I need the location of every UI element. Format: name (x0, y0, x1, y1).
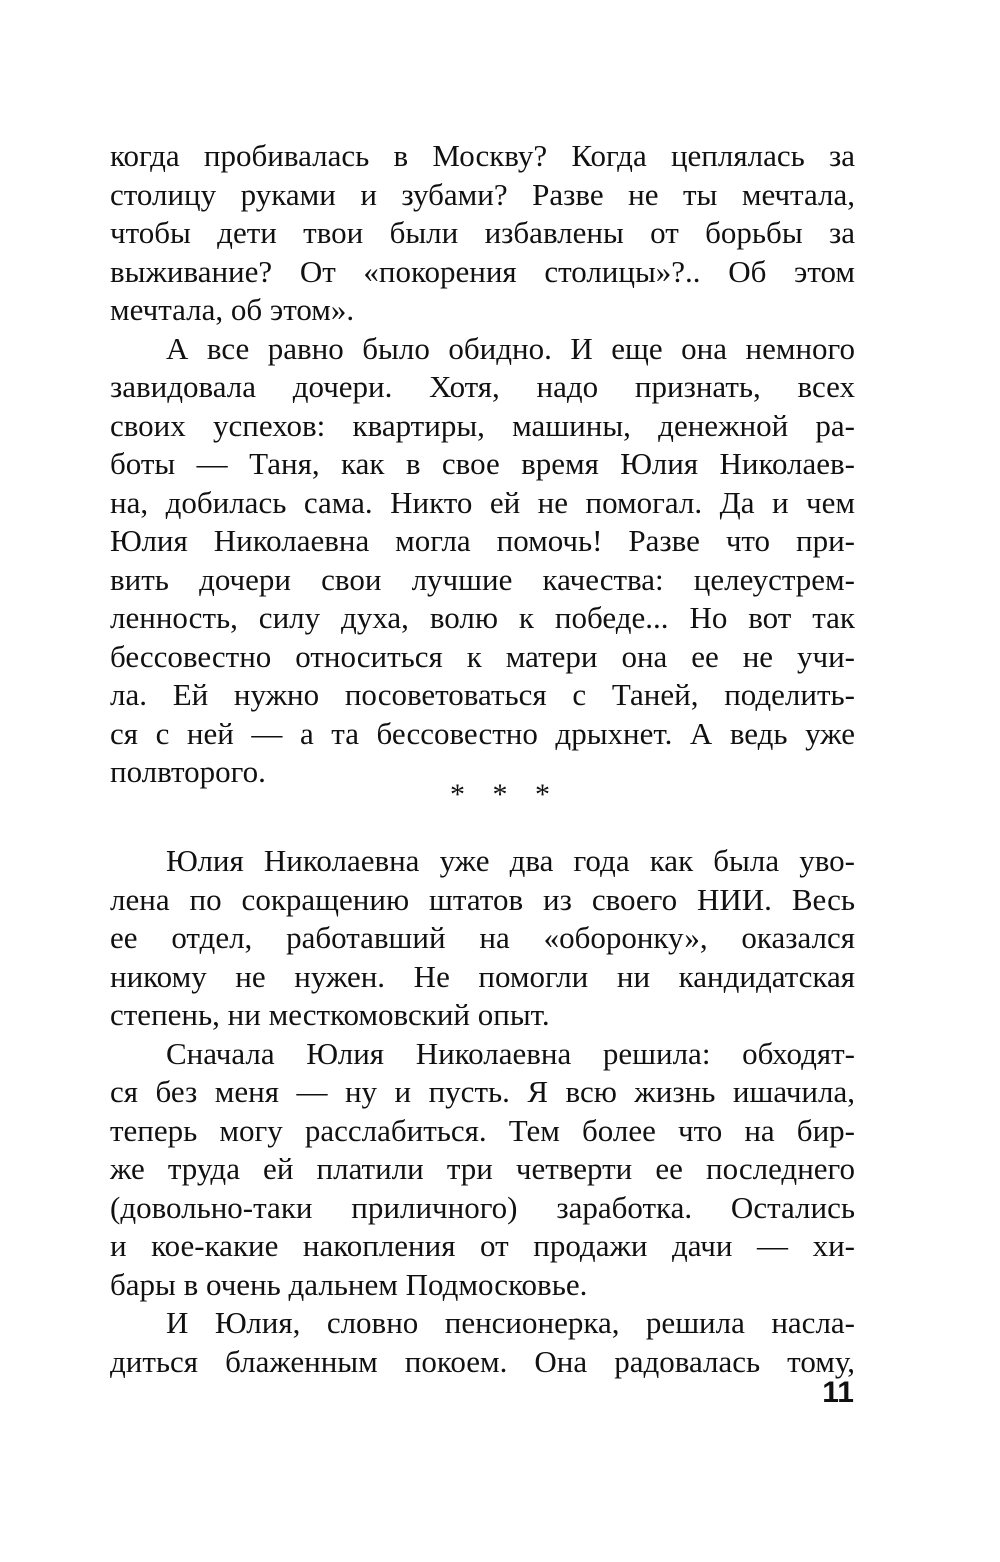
text-line: А все равно было обидно. И еще она немного (166, 330, 855, 366)
text-line: чтобы дети твои были избавлены от борьбы за (110, 215, 855, 250)
text-line: И Юлия, словно пенсионерка, решила наcла- (166, 1305, 855, 1340)
text-line: мечтала, об этом». (110, 292, 355, 327)
text-line: вить дочери свои лучшие качества: целеустрем- (110, 561, 855, 597)
page-number: 11 (822, 1376, 854, 1409)
text-line: диться блаженным покоем. Она радовалась тому, (110, 1343, 855, 1379)
text-line: бары в очень дальнем Подмосковье. (110, 1266, 588, 1302)
text-line: когда пробивалась в Москву? Когда цеплялась за (110, 138, 855, 173)
text-line: же труда ей платили три четверти ее последнего (110, 1151, 855, 1186)
text-line: столицу руками и зубами? Разве не ты мечтала, (110, 176, 855, 212)
text-line: лена по сокращению штатов из своего НИИ. Весь (110, 881, 855, 917)
text-line: своих успехов: квартиры, машины, денежной ра- (110, 407, 855, 443)
text-section-2 (110, 842, 855, 1381)
text-line: завидовала дочери. Хотя, надо признать, всех (110, 369, 855, 404)
separator-star: * (450, 778, 465, 811)
text-line: ее отдел, работавший на «оборонку», оказался (110, 920, 855, 955)
separator-star: * (492, 778, 508, 811)
text-line: полвторого. (110, 754, 266, 789)
text-line: степень, ни месткомовский опыт. (110, 997, 550, 1032)
text-line: никому не нужен. Не помогли ни кандидатская (110, 958, 855, 994)
text-line: на, добилась сама. Никто ей не помогал. Да и чем (110, 484, 855, 520)
text-line: ся без меня — ну и пусть. Я всю жизнь ишачила, (110, 1074, 855, 1109)
text-line: бессовестно относиться к матери она ее не учи- (110, 638, 855, 674)
text-line: Юлия Николаевна уже два года как была уво- (166, 843, 855, 878)
text-line: (довольно-таки приличного) заработка. Остались (110, 1189, 855, 1225)
text-line: выживание? От «покорения столицы»?.. Об этом (110, 253, 855, 289)
text-line: Юлия Николаевна могла помочь! Разве что при- (110, 523, 855, 558)
text-line: теперь могу расслабиться. Тем более что на бир- (110, 1112, 855, 1148)
text-line: ленность, силу духа, волю к победе... Но вот так (110, 600, 855, 635)
text-line: ла. Ей нужно посоветоваться с Таней, поделить- (110, 677, 855, 712)
text-line: ся с ней — а та бессовестно дрыхнет. А ведь уже (110, 715, 855, 751)
separator-star: * (535, 778, 550, 811)
text-line: и кое-какие накопления от продажи дачи — хи- (110, 1228, 855, 1263)
section-separator (0, 778, 1000, 812)
text-line: боты — Таня, как в свое время Юлия Николаев- (110, 446, 855, 481)
text-section-1 (110, 137, 855, 792)
text-line: Сначала Юлия Николаевна решила: обходят- (166, 1035, 855, 1071)
